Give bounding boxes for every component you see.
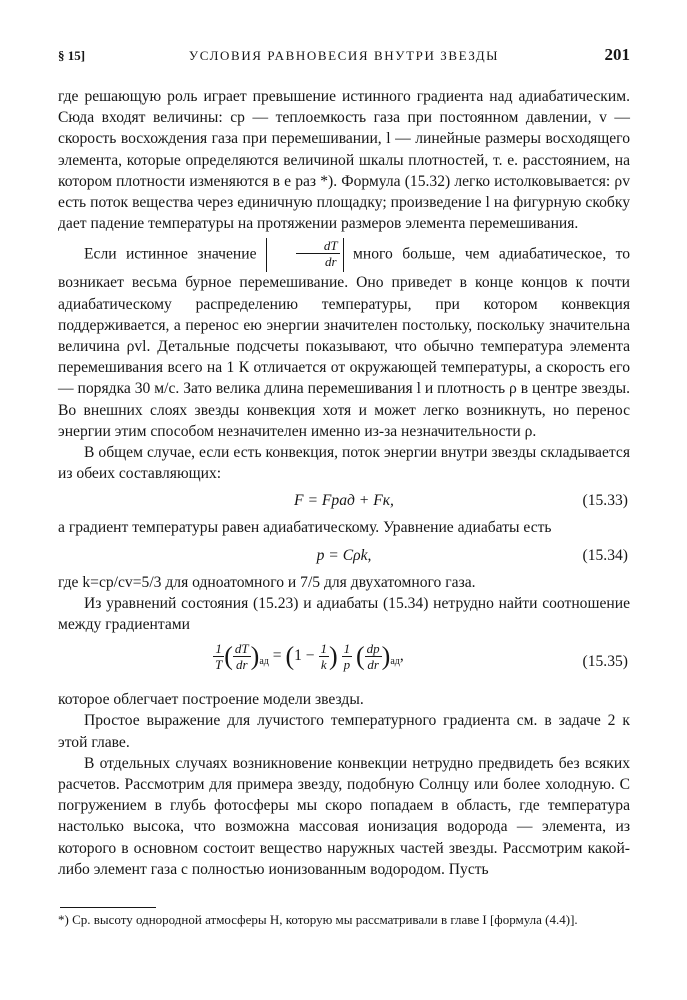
running-header — [58, 45, 630, 70]
equation-15-35 — [58, 639, 630, 683]
paragraph-text: много больше, чем адиабатическое, то возникает весьма бурное перемешивание. Оно приведет в конце концов к почти адиабатическому распределению температуры, при котором конвекция поддерживается, а перенос ею энергии значителен постольку, поскольку значительна величина ρvl. Детальные подсчеты показывают, что обычно температура элемента перемешивания всего на 1 К отличается от окружающей температуры, а скорость его — порядка 30 м/с. Зато велика длина перемешивания l и плотность ρ в центре звезды. Во внешних слоях звезды конвекция хотя и может легко возникнуть, но перенос энергии этим способом незначителен именно из-за незначительности ρ. — [58, 246, 630, 440]
abs-value-gradient — [266, 238, 344, 272]
paragraph-abs-gradient — [58, 238, 630, 442]
chapter-title: УСЛОВИЯ РАВНОВЕСИЯ ВНУТРИ ЗВЕЗДЫ — [188, 48, 500, 63]
fraction-numerator: dT — [296, 238, 340, 254]
paragraph: а градиент температуры равен адиабатическому. Уравнение адиабаты есть — [58, 519, 552, 537]
equation-15-34 — [58, 545, 630, 566]
equation-number: (15.34) — [582, 546, 628, 564]
paragraph: где решающую роль играет превышение истинного градиента над адиабатическим. Сюда входят величины: cp — теплоемкость газа при постоянном давлении, v — скорость восхождения газа при перемешивании, l — линейные размеры восходящего элемента, которые определяются величиной шкалы плотностей, т. е. расстоянием, на котором плотности изменяются в e раз *). Формула (15.32) легко истолковывается: ρv есть поток вещества через единичную площадку; произведение l на фигурную скобку дает падение температуры на протяжении размеров элемента перемешивания. — [58, 88, 630, 233]
page-number: 201 — [604, 45, 630, 64]
paragraph-text: Если истинное значение — [84, 246, 257, 263]
paragraph: которое облегчает построение модели звезды. — [58, 691, 364, 709]
equation-number: (15.35) — [582, 653, 628, 671]
equation-formula: $\frac{1}{T}$ ( $\frac{dT}{dr}$ )$_{ад} = (1$ − $\frac{1}{k}$ ) $\frac{1}{p}$ ( $\frac{dp}{dr}$ )$_{ад}$, — [215, 641, 404, 673]
fraction — [296, 238, 340, 269]
fraction-denominator: dr — [324, 254, 337, 270]
footnote: *) Ср. высоту однородной атмосферы H, которую мы рассматривали в главе I [формула (4.4)]. — [58, 912, 578, 927]
equation-15-33 — [58, 490, 630, 511]
equation-formula: p = Cρk, — [316, 546, 372, 564]
paragraph: Из уравнений состояния (15.23) и адиабаты (15.34) нетрудно найти соотношение между градиентами — [58, 594, 630, 634]
equation-number: (15.33) — [582, 492, 628, 510]
footnote-divider — [60, 907, 156, 908]
paragraph: В общем случае, если есть конвекция, поток энергии внутри звезды складывается из обеих составляющих: — [58, 444, 630, 483]
paragraph: В отдельных случаях возникновение конвекции нетрудно предвидеть без всяких расчетов. Рассмотрим для примера звезду, подобную Солнцу или более холодную. С погружением в глубь фотосферы мы скоро попадаем в область, где температура настолько высока, что возможна массовая ионизация водорода — элемента, из которого в основном состоит вещество наружных частей звезды. Рассмотрим какой-либо элемент газа с полностью ионизованным водородом. Пусть — [58, 754, 630, 878]
paragraph: Простое выражение для лучистого температурного градиента см. в задаче 2 к этой главе. — [58, 712, 630, 751]
section-ref: § 15] — [58, 48, 86, 63]
page-body — [58, 86, 630, 880]
paragraph: где k=cp/cv=5/3 для одноатомного и 7/5 для двухатомного газа. — [58, 573, 476, 591]
equation-formula: F = Fрад + Fк, — [294, 492, 394, 510]
